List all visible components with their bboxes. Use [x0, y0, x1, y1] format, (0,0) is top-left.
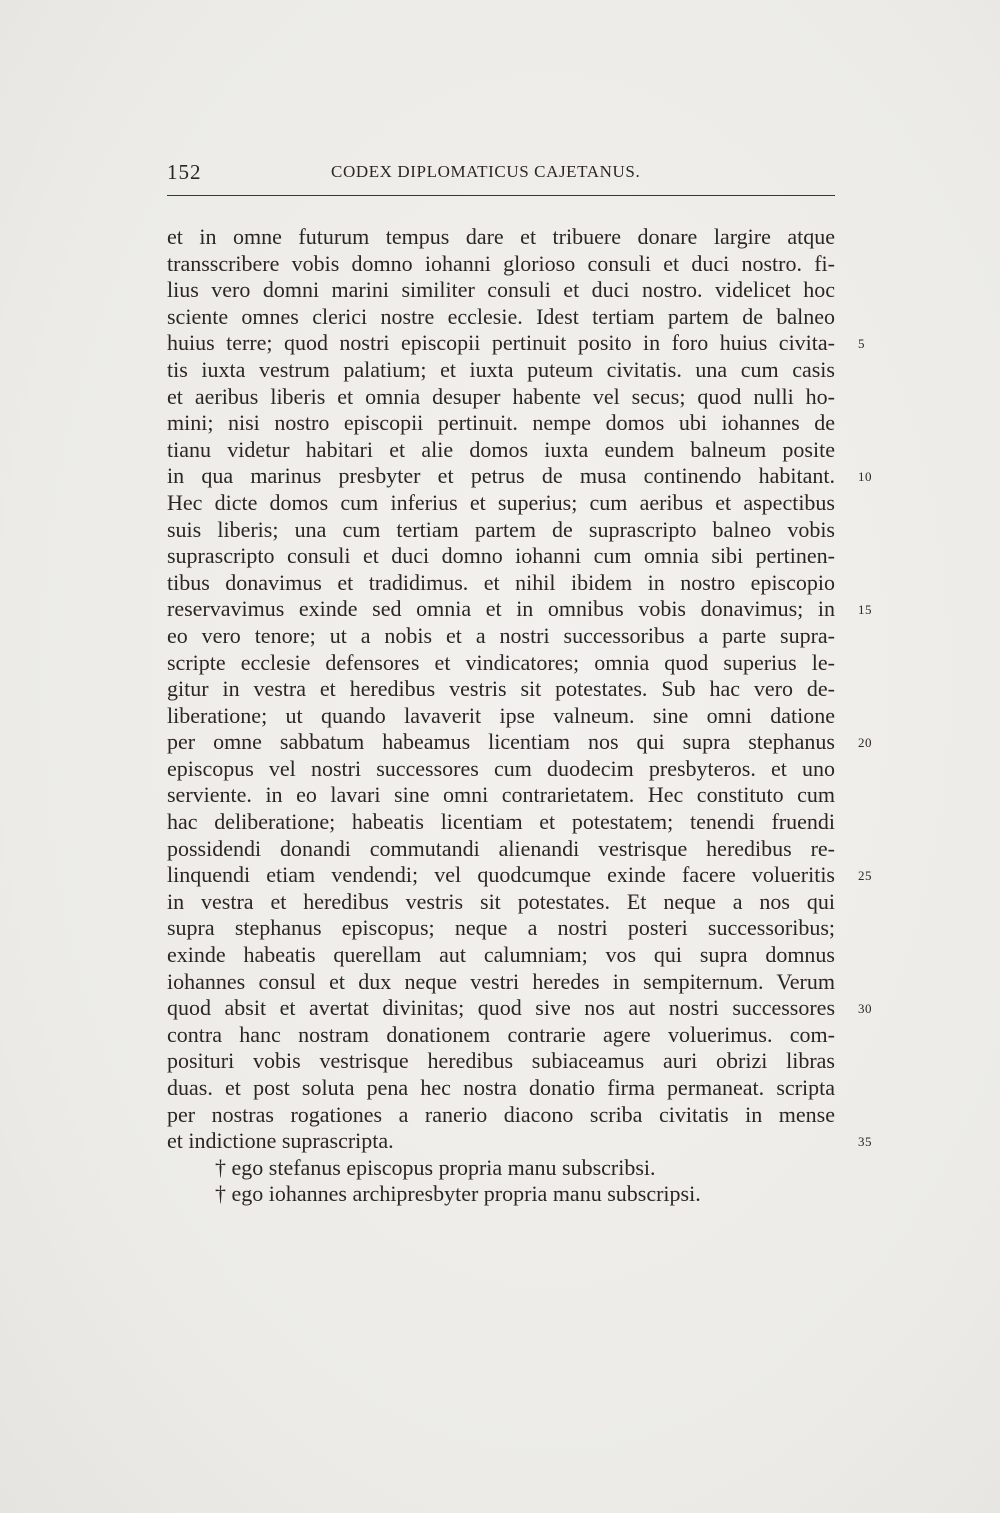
line-number: 15 — [858, 602, 872, 617]
text-line: suis liberis; una cum tertiam partem de suprascripto balneo vobis — [167, 516, 835, 542]
signature-line: † ego stefanus episcopus propria manu subscribsi. — [215, 1154, 656, 1180]
text-line: tianu videtur habitari et alie domos iuxta eundem balneum posite — [167, 436, 835, 462]
line-number: 35 — [858, 1134, 872, 1149]
text-line: gitur in vestra et heredibus vestris sit potestates. Sub hac vero de- — [167, 676, 835, 702]
text-line: sciente omnes clerici nostre ecclesie. Idest tertiam partem de balneo — [167, 303, 835, 329]
text-line: scripte ecclesie defensores et vindicatores; omnia quod superius le- — [167, 649, 835, 675]
text-line: episcopus vel nostri successores cum duodecim presbyteros. et uno — [167, 755, 835, 781]
text-line: suprascripto consuli et duci domno iohanni cum omnia sibi pertinen- — [167, 543, 835, 569]
text-line: et indictione suprascripta. — [167, 1128, 394, 1154]
text-line: tibus donavimus et tradidimus. et nihil ibidem in nostro episcopio — [167, 569, 835, 595]
text-line: contra hanc nostram donationem contrarie agere voluerimus. com- — [167, 1021, 835, 1047]
text-line: mini; nisi nostro episcopii pertinuit. nempe domos ubi iohannes de — [167, 410, 835, 436]
text-line: liberatione; ut quando lavaverit ipse valneum. sine omni datione — [167, 702, 835, 728]
text-line: tis iuxta vestrum palatium; et iuxta puteum civitatis. una cum casis — [167, 356, 835, 382]
text-line: in vestra et heredibus vestris sit potestates. Et neque a nos qui — [167, 888, 835, 914]
text-line: quod absit et avertat divinitas; quod sive nos aut nostri successores — [167, 995, 835, 1021]
running-title: CODEX DIPLOMATICUS CAJETANUS. — [331, 162, 641, 181]
text-line: per nostras rogationes a ranerio diacono scriba civitatis in mense — [167, 1101, 835, 1127]
text-line: in qua marinus presbyter et petrus de musa continendo habitant. — [167, 463, 835, 489]
line-number: 30 — [858, 1001, 872, 1016]
text-line: eo vero tenore; ut a nobis et a nostri successoribus a parte supra- — [167, 622, 835, 648]
charter-text — [167, 224, 835, 1208]
text-line: et aeribus liberis et omnia desuper habente vel secus; quod nulli ho- — [167, 383, 835, 409]
line-number: 20 — [858, 735, 872, 750]
line-number: 10 — [858, 469, 872, 484]
text-line: iohannes consul et dux neque vestri heredes in sempiternum. Verum — [167, 968, 835, 994]
text-line: reservavimus exinde sed omnia et in omnibus vobis donavimus; in — [167, 596, 835, 622]
text-line: exinde habeatis querellam aut calumniam; vos qui supra domnus — [167, 942, 835, 968]
page-number: 152 — [167, 160, 202, 184]
text-line: huius terre; quod nostri episcopii pertinuit posito in foro huius civita- — [167, 330, 835, 356]
line-number: 25 — [858, 868, 872, 883]
text-line: hac deliberatione; habeatis licentiam et potestatem; tenendi fruendi — [167, 809, 835, 835]
text-line: linquendi etiam vendendi; vel quodcumque exinde facere volueritis — [167, 862, 835, 888]
text-line: et in omne futurum tempus dare et tribuere donare largire atque — [167, 224, 835, 249]
line-number: 5 — [858, 336, 865, 351]
text-line: duas. et post soluta pena hec nostra donatio firma permaneat. scripta — [167, 1075, 835, 1100]
text-line: posituri vobis vestrisque heredibus subiaceamus auri obrizi libras — [167, 1048, 835, 1074]
signature-line: † ego iohannes archipresbyter propria manu subscripsi. — [215, 1181, 701, 1207]
page-header — [167, 160, 835, 186]
text-line: serviente. in eo lavari sine omni contrarietatem. Hec constituto cum — [167, 782, 835, 808]
text-line: Hec dicte domos cum inferius et superius; cum aeribus et aspectibus — [167, 489, 835, 515]
text-line: transscribere vobis domno iohanni glorioso consuli et duci nostro. fi- — [167, 250, 835, 276]
header-rule — [167, 195, 835, 196]
text-line: supra stephanus episcopus; neque a nostri posteri successoribus; — [167, 915, 835, 941]
text-line: per omne sabbatum habeamus licentiam nos qui supra stephanus — [167, 729, 835, 755]
text-line: possidendi donandi commutandi alienandi vestrisque heredibus re- — [167, 835, 835, 861]
text-line: lius vero domni marini similiter consuli et duci nostro. videlicet hoc — [167, 277, 835, 303]
